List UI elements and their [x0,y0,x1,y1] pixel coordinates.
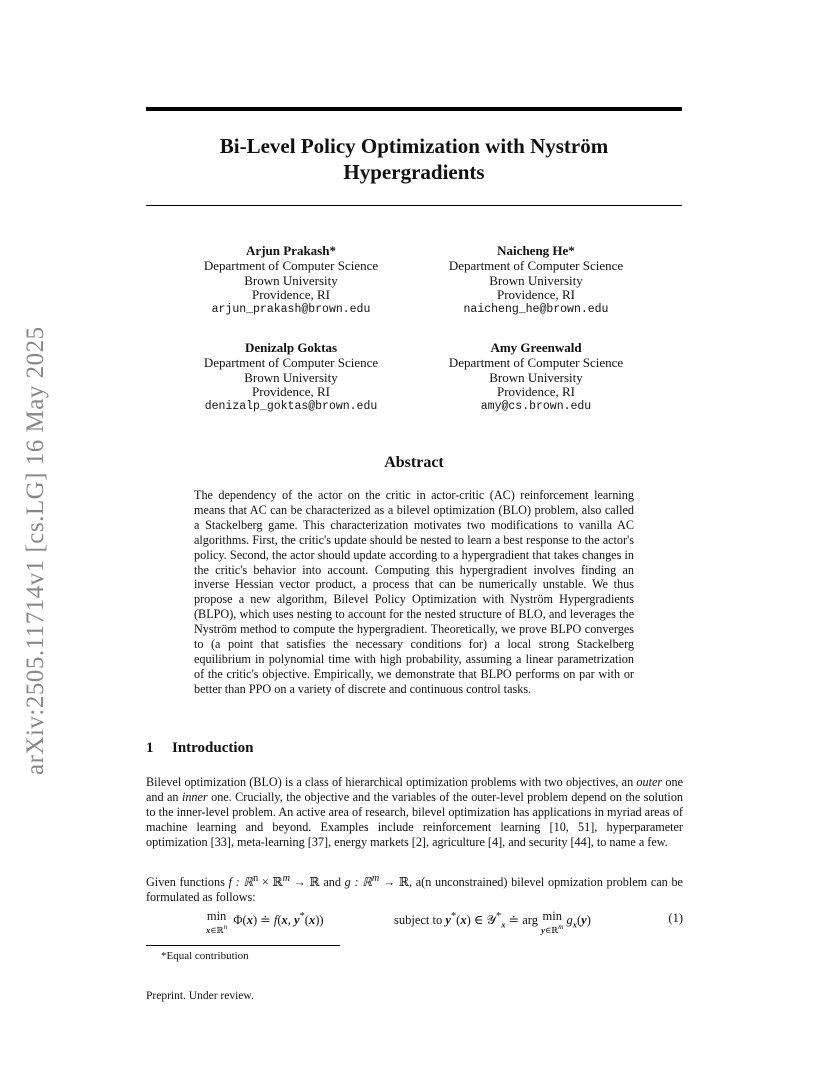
author-email[interactable]: amy@cs.brown.edu [480,400,592,414]
author-name: Denizalp Goktas [244,340,338,355]
text-run: Given functions [146,875,229,890]
function-f: f : ℝ [228,875,254,890]
author-department: Department of Computer Science [203,257,379,273]
author-university: Brown University [489,272,583,288]
author-email[interactable]: arjun_prakash@brown.edu [211,303,371,317]
title-rule [146,205,682,206]
text-run: one and an [146,775,683,804]
author-department: Department of Computer Science [448,257,624,273]
author-location: Providence, RI [497,287,575,303]
emphasis-inner: inner [181,790,208,804]
abstract-heading: Abstract [384,454,444,471]
author-block [171,244,411,318]
section-number: 1 [146,740,154,756]
emphasis-outer: outer [636,775,663,789]
section-title: Introduction [172,740,254,756]
text-run: Bilevel optimization (BLO) is a class of hierarchical optimization problems with two objectives, an [146,775,637,789]
author-block [416,244,656,318]
author-university: Brown University [489,369,583,385]
function-g: g : ℝ [344,875,372,890]
intro-paragraph [146,775,683,850]
equation-number: (1) [668,911,683,925]
arg-label: arg [522,913,538,928]
author-name: Naicheng He* [497,243,575,258]
min-operator: min [206,909,227,923]
author-email[interactable]: naicheng_he@brown.edu [463,303,609,317]
author-name: Arjun Prakash* [246,243,336,258]
intro-paragraph: Given functions f : ℝ$^n$ × ℝ$^m$ → ℝ and g : ℝ$^m$ → ℝ, a(n unconstrained) bilevel opmization problem can be formulated as follows: [146,873,683,905]
footnote-rule [146,945,340,946]
arxiv-identifier: arXiv:2505.11714v1 [cs.LG] 16 May 2025 [22,326,49,775]
author-location: Providence, RI [252,384,330,400]
top-rule [146,107,682,111]
min-operator: min [542,909,562,923]
footnote: *Equal contribution [161,950,249,962]
author-department: Department of Computer Science [203,354,379,370]
equation-constraint: subject to y*(x) ∈ 𝒴*$_x$ ≐ arg min y∈ℝ$^m$ $g_x(y)$ [394,909,591,935]
title-line-2: Hypergradients [343,160,485,184]
subject-to-label: subject to [394,913,443,928]
author-block [416,341,656,415]
text-run: , a(n unconstrained) bilevel opmization problem can be formulated as follows: [146,875,683,905]
author-email[interactable]: denizalp_goktas@brown.edu [204,400,378,414]
author-department: Department of Computer Science [448,354,624,370]
preprint-notice: Preprint. Under review. [146,990,254,1002]
author-location: Providence, RI [252,287,330,303]
section-heading [146,740,253,757]
equation-objective: min x∈ℝ$^n$ Φ(x) ≐ f(x, y*(x)) [206,909,324,935]
author-name: Amy Greenwald [490,340,582,355]
equation-1 [146,908,683,940]
author-block [171,341,411,415]
paper-title [146,133,682,185]
author-location: Providence, RI [497,384,575,400]
title-line-1: Bi-Level Policy Optimization with Nyström [219,134,609,158]
text-run: one. Crucially, the objective and the variables of the outer-level problem depend on the solution to the inner-level problem. An active area of research, bilevel optimization has applications in myriad areas of machine learning and beyond. Examples include reinforcement learning [10, 51], hyperparameter optimization [33], meta-learning [37], energy markets [2], agriculture [4], and security [44], to name a few. [146,790,684,849]
author-university: Brown University [244,369,338,385]
author-university: Brown University [244,272,338,288]
text-run: and [319,875,345,890]
abstract-text: The dependency of the actor on the critic in actor-critic (AC) reinforcement learning means that AC can be characterized as a bilevel optimization (BLO) problem, also called a Stackelberg game. This characterization motivates two modifications to vanilla AC algorithms. First, the critic's update should be nested to learn a best response to the actor's policy. Second, the actor should update according to a hypergradient that takes changes in the critic's behavior into account. Computing this hypergradient involves finding an inverse Hessian vector product, a process that can be numerically unstable. We thus propose a new algorithm, Bilevel Policy Optimization with Nyström Hypergradients (BLPO), which uses nesting to account for the nested structure of BLO, and leverages the Nyström method to compute the hypergradient. Theoretically, we prove BLPO converges to (a point that satisfies the necessary conditions for) a local strong Stackelberg equilibrium in polynomial time with high probability, assuming a linear parametrization of the critic's objective. Empirically, we demonstrate that BLPO performs on par with or better than PPO on a variety of discrete and continuous control tasks. [194,488,634,696]
